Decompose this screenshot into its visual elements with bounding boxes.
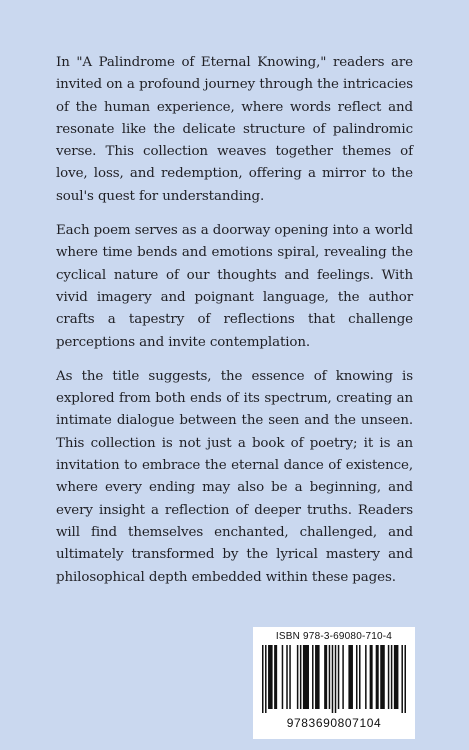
barcode-bar (404, 645, 406, 713)
barcode-bar (335, 645, 337, 713)
barcode-bar (376, 645, 379, 709)
barcode-bar (401, 645, 403, 713)
barcode-bar (286, 645, 288, 709)
barcode-bar (380, 645, 385, 709)
barcode-bar (394, 645, 399, 709)
barcode-bar (303, 645, 309, 709)
barcode-bar (268, 645, 273, 709)
barcode-bar (274, 645, 277, 709)
barcode-bar (312, 645, 314, 709)
barcode-bar (282, 645, 284, 709)
barcode-bar (338, 645, 340, 709)
blurb-paragraph-1: In "A Palindrome of Eternal Knowing," readers are invited on a profound journey through the intricacies of the human experience, where words reflect and resonate like the delicate structure of palindromic verse. This collection weaves together themes of love, loss, and redemption, offering a mirror to the soul's quest for understanding. (56, 55, 413, 204)
isbn-barcode (253, 627, 415, 739)
blurb-paragraph-2: Each poem serves as a doorway opening into a world where time bends and emotions spiral, revealing the cyclical nature of our thoughts and feelings. With vivid imagery and poignant language, the author crafts a tapestry of reflections that challenge perceptions and invite contemplation. (56, 223, 413, 350)
barcode-bar (265, 645, 267, 713)
barcode-bar (388, 645, 390, 709)
barcode-bar (289, 645, 291, 709)
ean-digits: 9783690807104 (286, 716, 382, 730)
barcode-bars (262, 645, 406, 713)
barcode-bar (315, 645, 320, 709)
barcode-bar (342, 645, 344, 709)
blurb-paragraph-3: As the title suggests, the essence of knowing is explored from both ends of its spectrum, creating an intimate dialogue between the seen and the unseen. This collection is not just a book of poetry; it is an invitation to embrace the eternal dance of existence, where every ending may also be a beginning, and every insight a reflection of deeper truths. Readers will find themselves enchanted, challenged, and ultimately transformed by the lyrical mastery and philosophical depth embedded within these pages. (56, 368, 413, 585)
blurb-text (56, 52, 413, 601)
barcode-bar (300, 645, 302, 709)
barcode-bar (297, 645, 299, 709)
barcode-bar (365, 645, 367, 709)
barcode-bar (356, 645, 358, 709)
barcode-bar (370, 645, 373, 709)
barcode-bar (332, 645, 334, 713)
barcode-bar (348, 645, 353, 709)
barcode-bar (324, 645, 327, 709)
barcode-bar (329, 645, 331, 709)
barcode-bar (391, 645, 393, 709)
barcode-bar (262, 645, 264, 713)
barcode-bar (359, 645, 361, 709)
isbn-label: ISBN 978-3-69080-710-4 (275, 631, 393, 642)
